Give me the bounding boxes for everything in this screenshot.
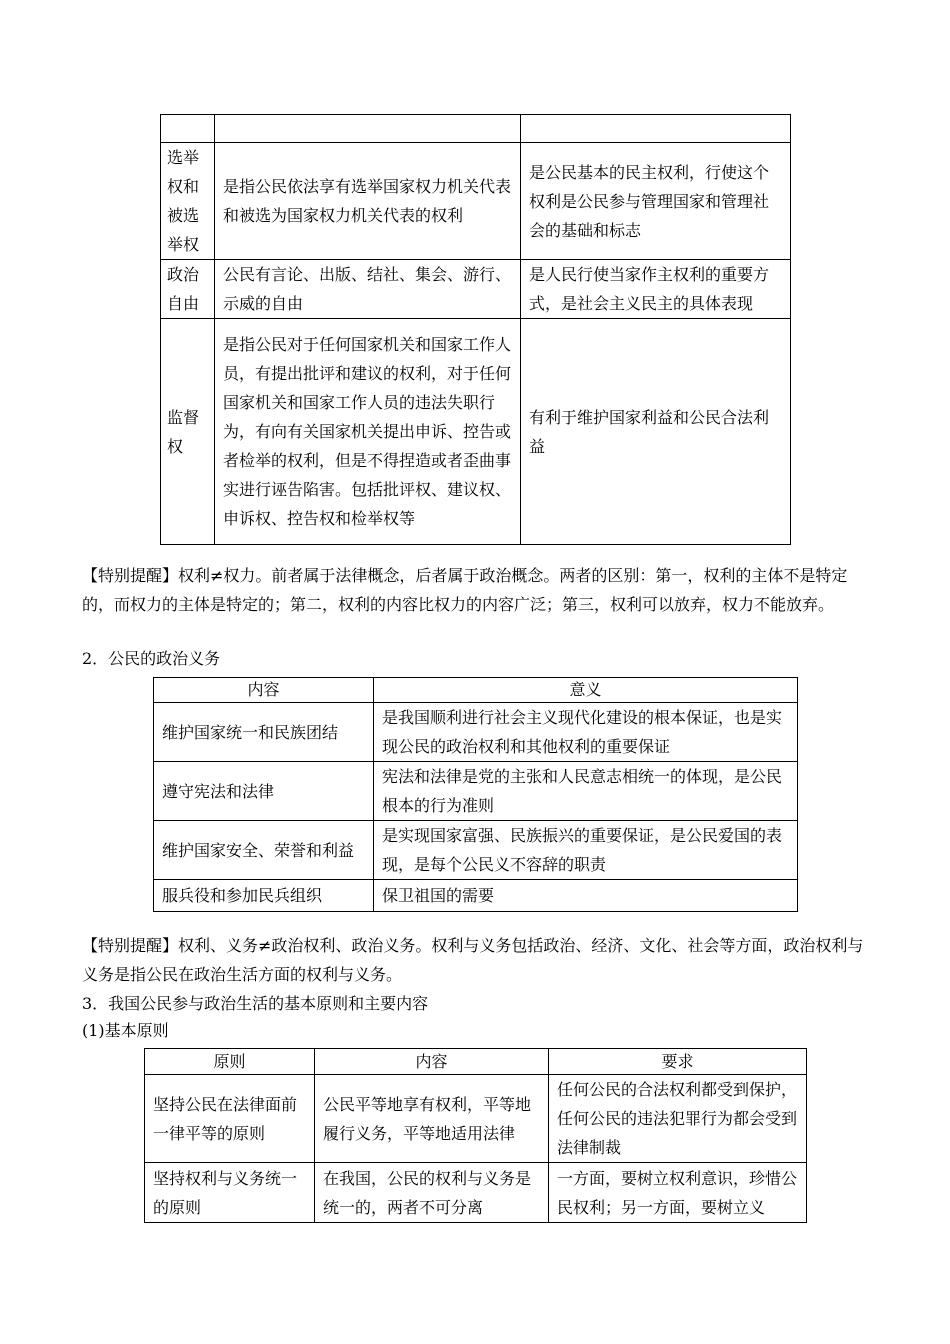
duties-table — [153, 677, 798, 912]
table-row — [161, 319, 791, 545]
table-cell — [161, 115, 215, 143]
table-header-row — [145, 1049, 807, 1075]
right-significance-cell: 是公民基本的民主权利，行使这个权利是公民参与管理国家和管理社会的基础和标志 — [521, 143, 791, 260]
column-header: 内容 — [154, 678, 374, 703]
duty-content-cell: 服兵役和参加民兵组织 — [154, 880, 374, 912]
table-row — [154, 821, 798, 880]
column-header: 要求 — [549, 1049, 807, 1075]
right-significance-cell: 有利于维护国家利益和公民合法利益 — [521, 319, 791, 545]
table-row — [161, 143, 791, 260]
column-header: 意义 — [374, 678, 798, 703]
column-header: 原则 — [145, 1049, 315, 1075]
principle-cell: 坚持权利与义务统一的原则 — [145, 1163, 315, 1223]
right-name-cell: 监督权 — [161, 319, 215, 545]
duty-significance-cell: 是我国顺利进行社会主义现代化建设的根本保证，也是实现公民的政治权利和其他权利的重要保证 — [374, 703, 798, 762]
principle-requirement-cell: 任何公民的合法权利都受到保护，任何公民的违法犯罪行为都会受到法律制裁 — [549, 1075, 807, 1163]
table-row — [161, 115, 791, 143]
column-header: 内容 — [315, 1049, 549, 1075]
table-row — [154, 880, 798, 912]
right-content-cell: 是指公民依法享有选举国家权力机关代表和被选为国家权力机关代表的权利 — [215, 143, 521, 260]
table-row — [145, 1075, 807, 1163]
special-reminder-1: 【特别提醒】权利≠权力。前者属于法律概念，后者属于政治概念。两者的区别：第一，权利的主体不是特定的，而权力的主体是特定的；第二，权利的内容比权力的内容广泛；第三，权利可以放弃，权力不能放弃。 — [82, 566, 848, 614]
table-cell — [215, 115, 521, 143]
right-name-cell: 选举权和被选举权 — [161, 143, 215, 260]
table-cell — [521, 115, 791, 143]
duty-content-cell: 维护国家安全、荣誉和利益 — [154, 821, 374, 880]
right-significance-cell: 是人民行使当家作主权利的重要方式，是社会主义民主的具体表现 — [521, 260, 791, 319]
table-row — [145, 1163, 807, 1223]
table-row — [154, 703, 798, 762]
section-heading-2: 2．公民的政治义务 — [82, 649, 221, 668]
principle-content-cell: 在我国，公民的权利与义务是统一的，两者不可分离 — [315, 1163, 549, 1223]
duty-significance-cell: 保卫祖国的需要 — [374, 880, 798, 912]
table-row — [154, 762, 798, 821]
principle-content-cell: 公民平等地享有权利，平等地履行义务，平等地适用法律 — [315, 1075, 549, 1163]
right-content-cell: 是指公民对于任何国家机关和国家工作人员，有提出批评和建议的权利，对于任何国家机关和国家工作人员的违法失职行为，有向有关国家机关提出申诉、控告或者检举的权利，但是不得捏造或者歪曲事实进行诬告陷害。包括批评权、建议权、申诉权、控告权和检举权等 — [215, 319, 521, 545]
duty-content-cell: 遵守宪法和法律 — [154, 762, 374, 821]
right-content-cell: 公民有言论、出版、结社、集会、游行、示威的自由 — [215, 260, 521, 319]
duty-significance-cell: 宪法和法律是党的主张和人民意志相统一的体现，是公民根本的行为准则 — [374, 762, 798, 821]
principles-table — [144, 1048, 807, 1223]
rights-table — [160, 114, 791, 545]
duty-content-cell: 维护国家统一和民族团结 — [154, 703, 374, 762]
special-reminder-2: 【特别提醒】权利、义务≠政治权利、政治义务。权利与义务包括政治、经济、文化、社会等方面，政治权利与义务是指公民在政治生活方面的权利与义务。 — [82, 936, 864, 984]
table-row — [161, 260, 791, 319]
principle-requirement-cell: 一方面，要树立权利意识，珍惜公民权利；另一方面，要树立义 — [549, 1163, 807, 1223]
table-header-row — [154, 678, 798, 703]
subheading-basic-principles: (1)基本原则 — [82, 1021, 169, 1040]
right-name-cell: 政治自由 — [161, 260, 215, 319]
duty-significance-cell: 是实现国家富强、民族振兴的重要保证，是公民爱国的表现，是每个公民义不容辞的职责 — [374, 821, 798, 880]
section-heading-3: 3．我国公民参与政治生活的基本原则和主要内容 — [82, 994, 429, 1013]
principle-cell: 坚持公民在法律面前一律平等的原则 — [145, 1075, 315, 1163]
